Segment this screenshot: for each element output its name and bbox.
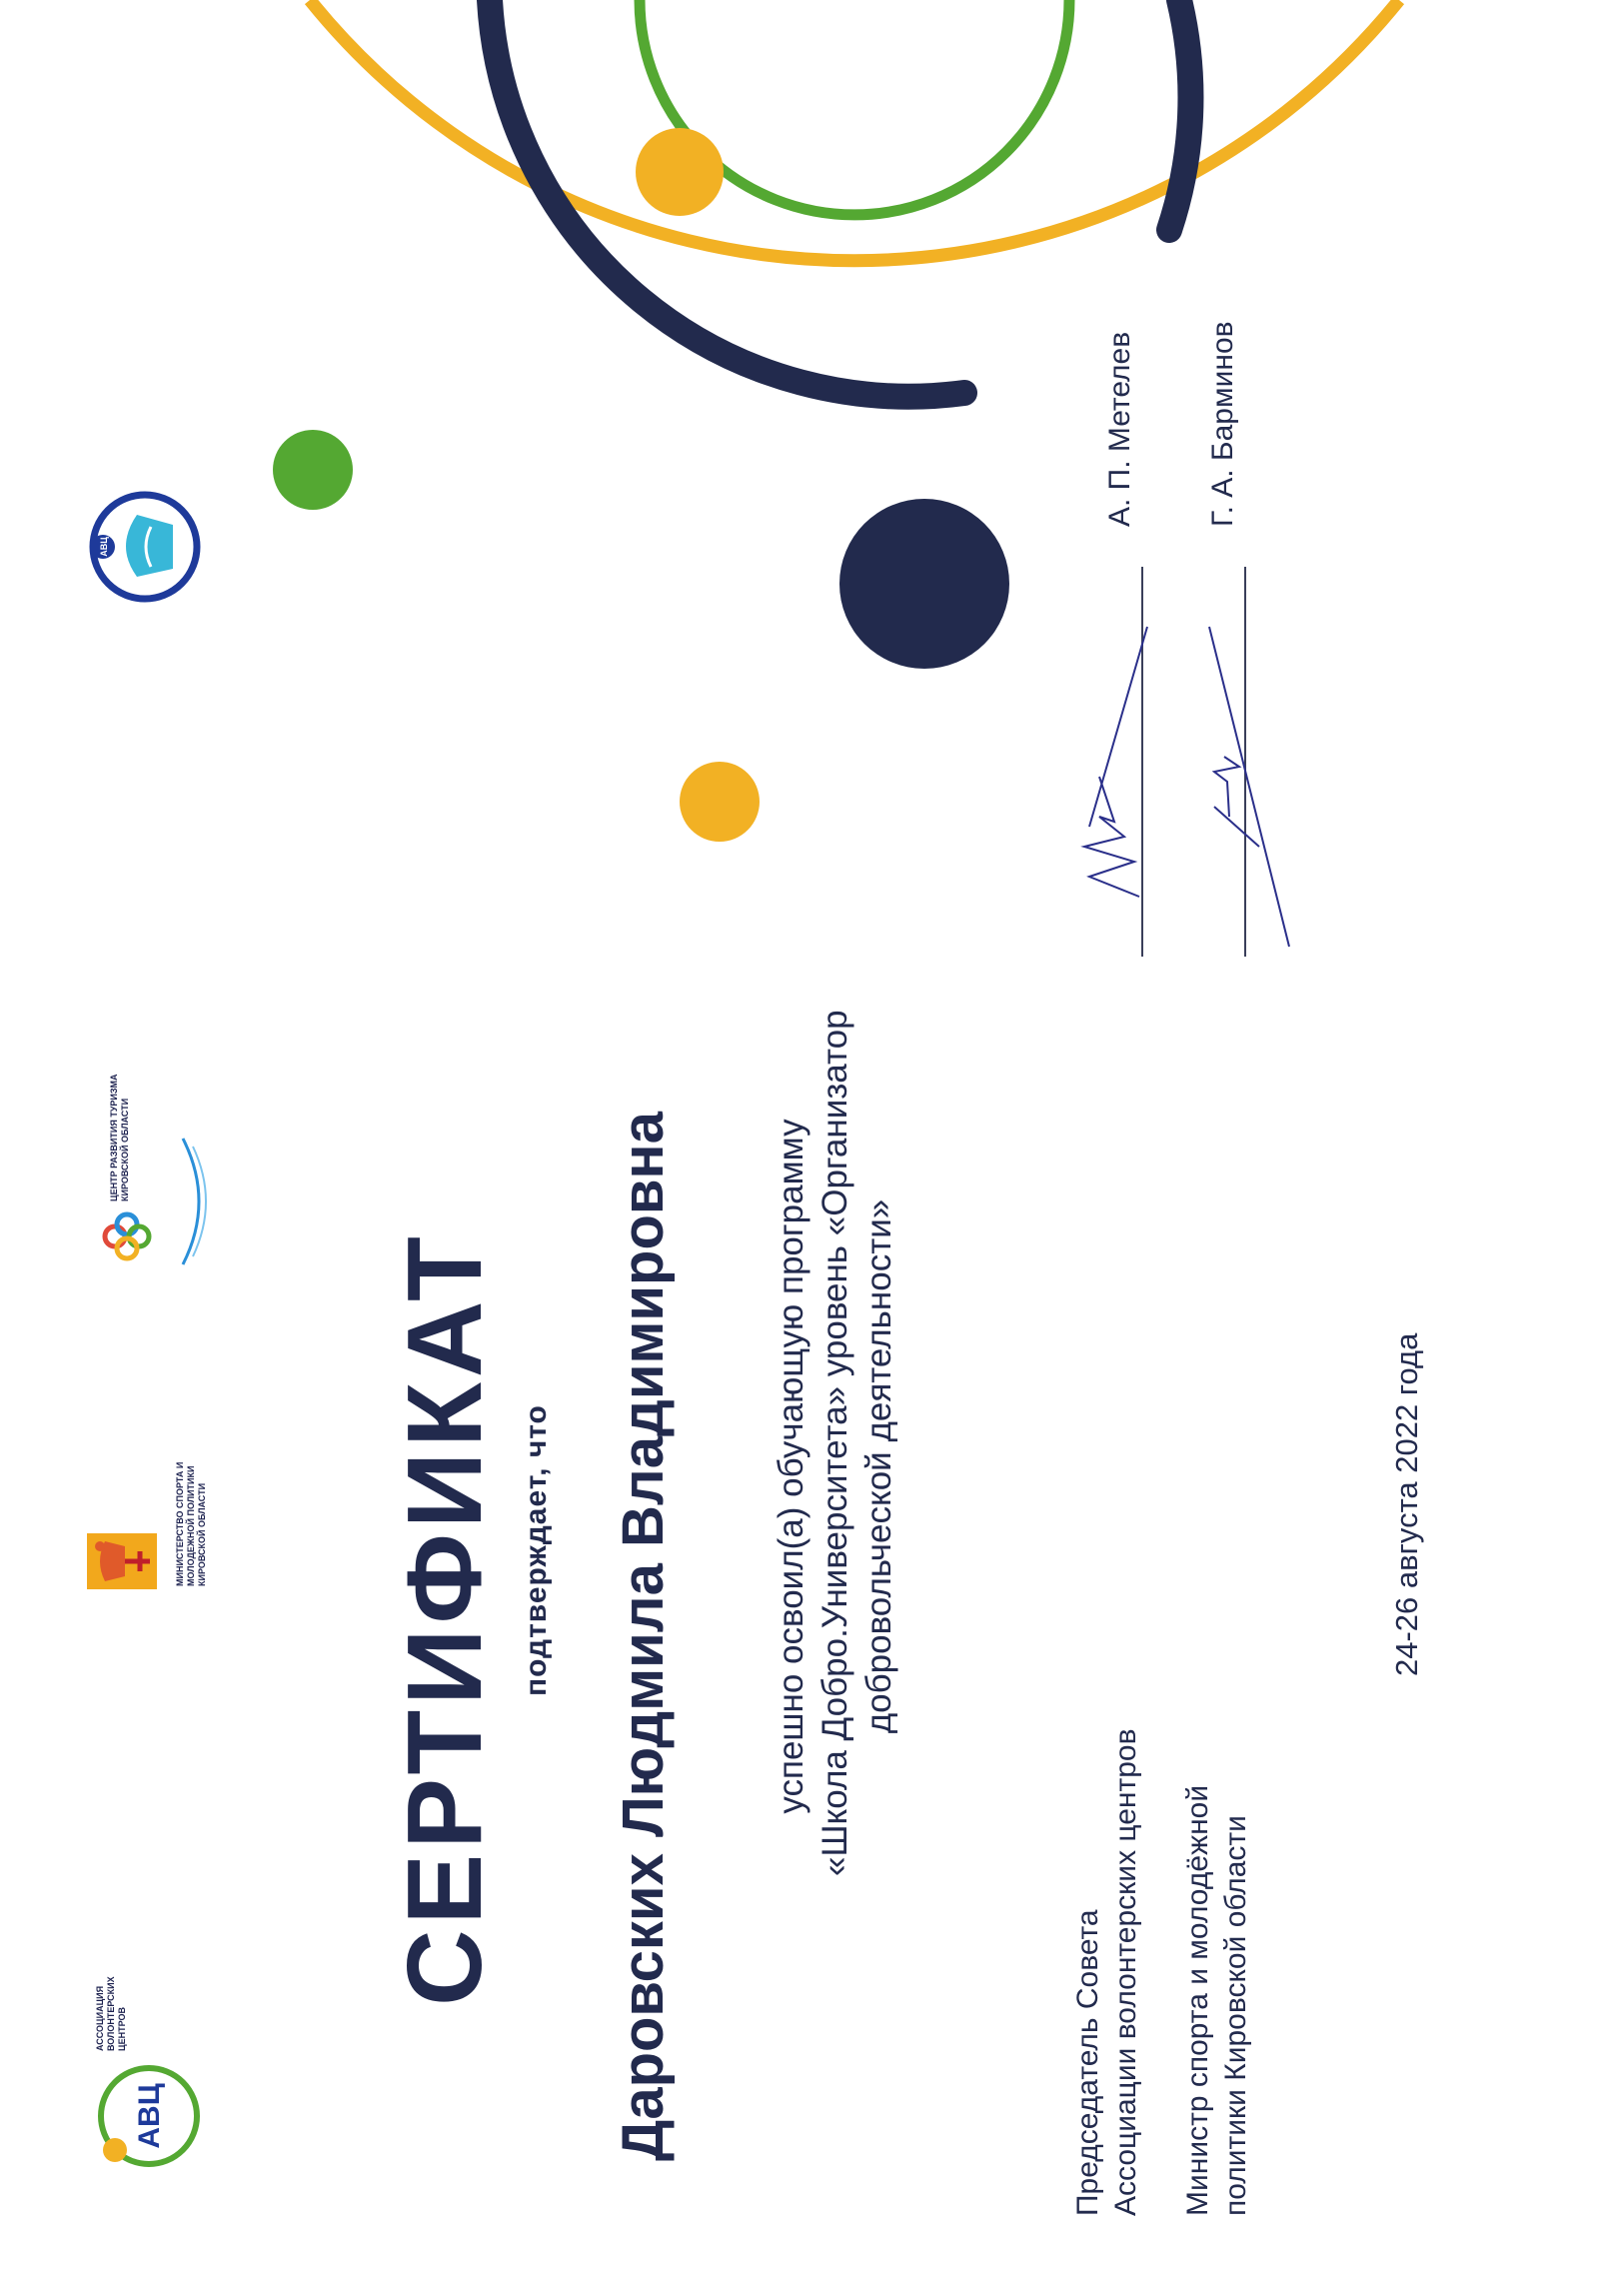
program-line-2: «Школа Добро.Университета» уровень «Организатор xyxy=(815,1010,854,1876)
ministry-name-line-3: КИРОВСКОЙ ОБЛАСТИ xyxy=(197,1482,207,1586)
kirov-coat-of-arms-icon xyxy=(85,1531,160,1591)
avc-emblem-icon xyxy=(87,2056,207,2176)
program-line-1: успешно освоил(а) обучающую программу xyxy=(772,1119,810,1814)
tourism-center-logo xyxy=(75,1047,225,1286)
certificate-subtitle: подтверждает, что xyxy=(520,1404,553,1696)
dobro-badge-text: АВЦ xyxy=(99,537,109,557)
program-description xyxy=(770,1010,901,1876)
course-dates: 24-26 августа 2022 года xyxy=(1389,1332,1424,1676)
signature-1-icon xyxy=(1029,617,1159,917)
avc-name-line-3: ЦЕНТРОВ xyxy=(117,2007,127,2051)
recipient-name: Даровских Людмила Владимировна xyxy=(611,1112,676,2161)
signature-2-icon xyxy=(1189,617,1309,957)
ministry-name-line-2: МОЛОДЕЖНОЙ ПОЛИТИКИ xyxy=(186,1465,196,1586)
dobro-university-logo xyxy=(75,457,225,607)
signatory-1-position-line-1: Председатель Совета xyxy=(1071,1909,1104,2216)
logos-row xyxy=(75,187,225,2176)
signatory-2-position-line-2: политики Кировской области xyxy=(1219,1815,1252,2216)
avc-abbr: АВЦ xyxy=(133,2083,166,2149)
certificate-title: СЕРТИФИКАТ xyxy=(386,1231,504,2006)
avc-name-line-2: ВОЛОНТЕРСКИХ xyxy=(106,1976,116,2051)
avc-name-line-1: АССОЦИАЦИЯ xyxy=(95,1985,105,2051)
avc-logo xyxy=(75,1956,225,2176)
ministry-name-line-1: МИНИСТЕРСТВО СПОРТА И xyxy=(175,1461,185,1586)
signatory-1-position-line-2: Ассоциации волонтерских центров xyxy=(1109,1728,1142,2216)
tourism-name-line-1: ЦЕНТР РАЗВИТИЯ ТУРИЗМА xyxy=(109,1074,119,1201)
signatory-2-position-line-1: Министр спорта и молодёжной xyxy=(1181,1784,1214,2216)
tourism-flower-icon xyxy=(97,1206,157,1266)
ministry-logo xyxy=(75,1356,225,1616)
tourism-swoosh-icon xyxy=(175,1137,215,1266)
signatory-2-name: Г. А. Барминов xyxy=(1206,321,1239,527)
dobro-globe-icon xyxy=(85,487,205,607)
signatory-2-position xyxy=(1179,1785,1255,2216)
signatory-1-name: А. П. Метелев xyxy=(1103,331,1136,527)
tourism-name-line-2: КИРОВСКОЙ ОБЛАСТИ xyxy=(120,1098,130,1201)
signatory-1-position xyxy=(1069,1728,1145,2216)
program-line-3: добровольческой деятельности» xyxy=(859,1198,898,1734)
